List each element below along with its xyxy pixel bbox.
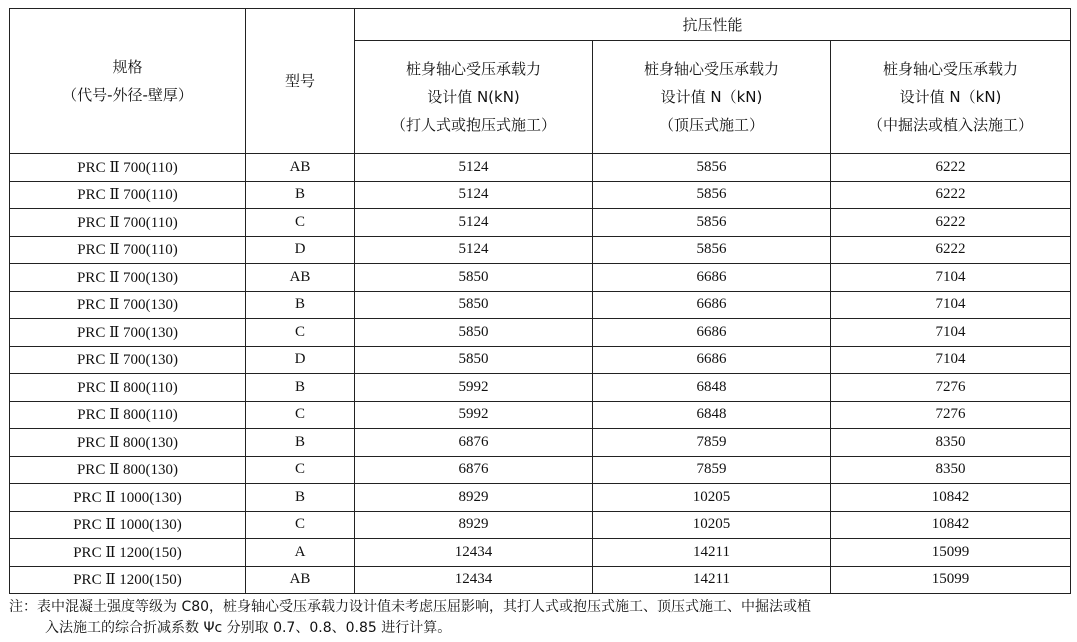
cell-n-implanted: 8350 (831, 429, 1071, 457)
cell-n-jacked: 6686 (593, 319, 831, 347)
cell-spec: PRC Ⅱ 1200(150) (10, 566, 246, 594)
header-spec (10, 9, 246, 154)
cell-n-implanted: 7104 (831, 291, 1071, 319)
cell-type: C (246, 511, 355, 539)
cell-n-jacked: 6686 (593, 264, 831, 292)
cell-n-jacked: 5856 (593, 181, 831, 209)
bearing-capacity-table-wrapper (9, 8, 1070, 594)
cell-spec: PRC Ⅱ 700(110) (10, 236, 246, 264)
header-spec-label: 规格 (112, 58, 143, 76)
cell-n-jacked: 10205 (593, 511, 831, 539)
cell-n-implanted: 10842 (831, 484, 1071, 512)
cell-n-implanted: 6222 (831, 181, 1071, 209)
cell-type: AB (246, 566, 355, 594)
table-row (10, 484, 1071, 512)
table-row (10, 264, 1071, 292)
cell-type: B (246, 181, 355, 209)
table-row (10, 511, 1071, 539)
table-note-line2: 入法施工的综合折减系数 Ψc 分别取 0.7、0.8、0.85 进行计算。 (45, 620, 452, 636)
cell-n-jacked: 6848 (593, 401, 831, 429)
cell-n-implanted: 7276 (831, 374, 1071, 402)
table-row (10, 209, 1071, 237)
cell-n-implanted: 6222 (831, 236, 1071, 264)
cell-spec: PRC Ⅱ 800(130) (10, 456, 246, 484)
header-col-jacked-line1: 桩身轴心受压承载力 (643, 60, 779, 78)
header-col-implanted-line2: 设计值 N（kN) (899, 88, 1002, 106)
cell-n-jacked: 7859 (593, 429, 831, 457)
cell-n-jacked: 6686 (593, 346, 831, 374)
header-col-implanted-line1: 桩身轴心受压承载力 (883, 60, 1019, 78)
cell-n-implanted: 7104 (831, 319, 1071, 347)
cell-spec: PRC Ⅱ 1000(130) (10, 511, 246, 539)
cell-n-implanted: 15099 (831, 566, 1071, 594)
cell-n-jacked: 14211 (593, 566, 831, 594)
cell-spec: PRC Ⅱ 800(130) (10, 429, 246, 457)
header-type: 型号 (246, 9, 355, 154)
table-row (10, 291, 1071, 319)
cell-type: AB (246, 264, 355, 292)
header-col-jacked-line2: 设计值 N（kN) (660, 88, 763, 106)
header-col-jacked-line3: （顶压式施工） (658, 116, 764, 134)
cell-n-driven: 5992 (355, 374, 593, 402)
cell-n-jacked: 14211 (593, 539, 831, 567)
table-row (10, 346, 1071, 374)
table-row (10, 181, 1071, 209)
cell-n-jacked: 5856 (593, 154, 831, 182)
table-row (10, 456, 1071, 484)
cell-n-driven: 5850 (355, 319, 593, 347)
cell-spec: PRC Ⅱ 700(130) (10, 264, 246, 292)
cell-type: B (246, 374, 355, 402)
cell-n-driven: 5850 (355, 264, 593, 292)
cell-n-implanted: 15099 (831, 539, 1071, 567)
cell-n-jacked: 7859 (593, 456, 831, 484)
cell-n-driven: 12434 (355, 539, 593, 567)
cell-n-jacked: 6686 (593, 291, 831, 319)
cell-type: B (246, 429, 355, 457)
cell-n-driven: 5992 (355, 401, 593, 429)
cell-n-driven: 5124 (355, 154, 593, 182)
cell-n-implanted: 7276 (831, 401, 1071, 429)
cell-n-driven: 5124 (355, 236, 593, 264)
cell-n-driven: 8929 (355, 484, 593, 512)
header-spec-sub: （代号-外径-壁厚） (62, 86, 193, 104)
cell-spec: PRC Ⅱ 700(110) (10, 154, 246, 182)
header-col-driven-line2: 设计值 N(kN) (427, 88, 520, 106)
cell-n-implanted: 7104 (831, 264, 1071, 292)
cell-type: C (246, 401, 355, 429)
cell-type: A (246, 539, 355, 567)
header-col-implanted-line3: （中掘法或植入法施工） (868, 116, 1034, 134)
cell-n-driven: 5850 (355, 291, 593, 319)
cell-n-driven: 8929 (355, 511, 593, 539)
cell-type: B (246, 484, 355, 512)
cell-n-jacked: 10205 (593, 484, 831, 512)
cell-type: C (246, 209, 355, 237)
table-row (10, 401, 1071, 429)
header-group-compression: 抗压性能 (355, 9, 1071, 41)
cell-spec: PRC Ⅱ 800(110) (10, 401, 246, 429)
cell-n-driven: 5124 (355, 209, 593, 237)
table-row (10, 539, 1071, 567)
cell-n-driven: 5850 (355, 346, 593, 374)
header-col-jacked (593, 41, 831, 154)
header-col-driven-line1: 桩身轴心受压承载力 (405, 60, 541, 78)
table-row (10, 236, 1071, 264)
cell-type: C (246, 319, 355, 347)
cell-spec: PRC Ⅱ 700(130) (10, 319, 246, 347)
header-col-implanted (831, 41, 1071, 154)
cell-type: D (246, 346, 355, 374)
header-col-driven-line3: （打人式或抱压式施工） (390, 116, 556, 134)
cell-spec: PRC Ⅱ 1000(130) (10, 484, 246, 512)
header-col-driven (355, 41, 593, 154)
cell-n-jacked: 5856 (593, 236, 831, 264)
cell-type: B (246, 291, 355, 319)
cell-type: D (246, 236, 355, 264)
cell-n-driven: 12434 (355, 566, 593, 594)
cell-spec: PRC Ⅱ 800(110) (10, 374, 246, 402)
cell-n-implanted: 6222 (831, 209, 1071, 237)
cell-spec: PRC Ⅱ 700(130) (10, 291, 246, 319)
cell-n-implanted: 8350 (831, 456, 1071, 484)
table-row (10, 319, 1071, 347)
cell-type: AB (246, 154, 355, 182)
cell-n-jacked: 5856 (593, 209, 831, 237)
bearing-capacity-table (9, 8, 1071, 594)
table-note (9, 597, 1073, 639)
cell-n-implanted: 7104 (831, 346, 1071, 374)
table-note-line1: 注：表中混凝土强度等级为 C80，桩身轴心受压承载力设计值未考虑压屈影响，其打人式或抱压式施工、顶压式施工、中掘法或植 (9, 599, 812, 615)
table-row (10, 566, 1071, 594)
cell-n-driven: 6876 (355, 429, 593, 457)
table-row (10, 154, 1071, 182)
cell-spec: PRC Ⅱ 700(130) (10, 346, 246, 374)
cell-n-implanted: 6222 (831, 154, 1071, 182)
table-row (10, 374, 1071, 402)
cell-n-jacked: 6848 (593, 374, 831, 402)
cell-n-driven: 5124 (355, 181, 593, 209)
cell-n-implanted: 10842 (831, 511, 1071, 539)
cell-spec: PRC Ⅱ 700(110) (10, 209, 246, 237)
cell-spec: PRC Ⅱ 700(110) (10, 181, 246, 209)
cell-spec: PRC Ⅱ 1200(150) (10, 539, 246, 567)
cell-n-driven: 6876 (355, 456, 593, 484)
table-row (10, 429, 1071, 457)
cell-type: C (246, 456, 355, 484)
